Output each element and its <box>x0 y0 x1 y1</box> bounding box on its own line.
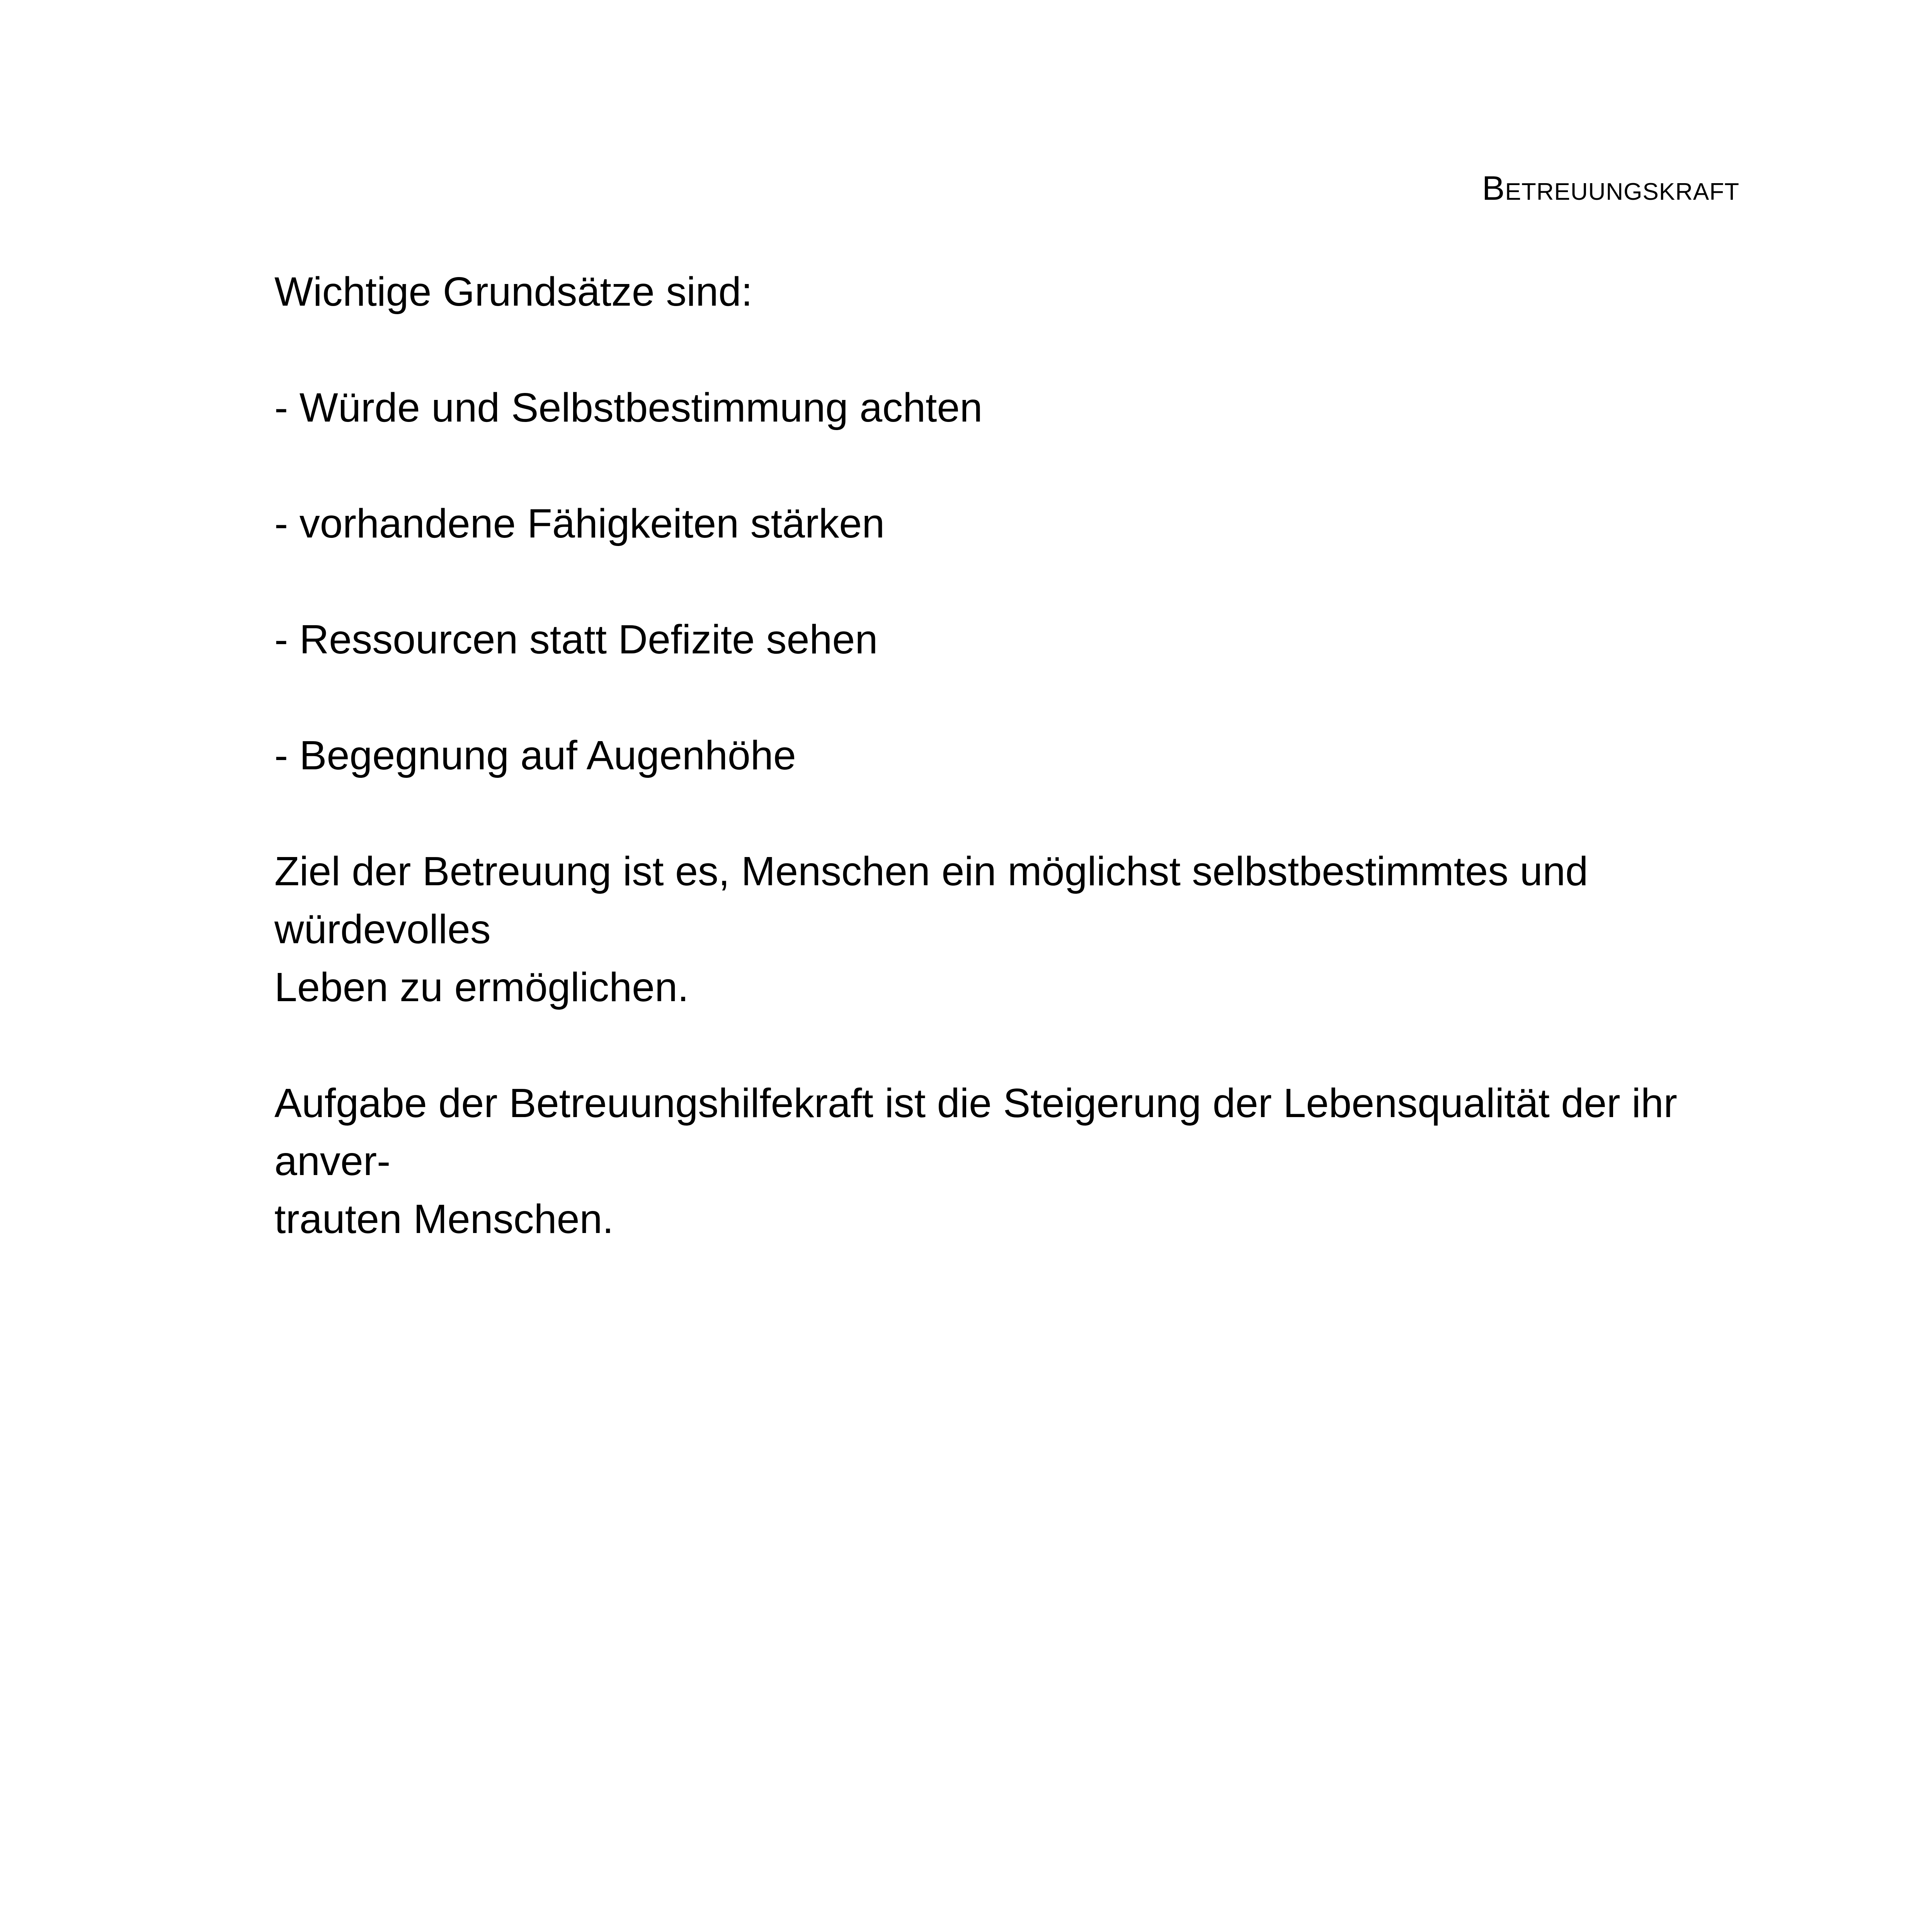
goal-line: Ziel der Betreuung ist es, Menschen ein möglichst selbstbestimmtes und würdevolles <box>274 849 1588 952</box>
intro-paragraph: Wichtige Grundsätze sind: <box>274 269 753 315</box>
principle-item: - Würde und Selbstbestimmung achten <box>274 385 983 430</box>
goal-line: Leben zu ermöglichen. <box>274 964 689 1010</box>
task-paragraph <box>274 1074 1743 1248</box>
principle-item: - vorhandene Fähigkeiten stärken <box>274 501 885 546</box>
principle-item: - Begegnung auf Augenhöhe <box>274 733 796 778</box>
principle-item: - Ressourcen statt Defizite sehen <box>274 617 878 662</box>
body-text <box>274 263 1743 1306</box>
running-header: Betreuungskraft <box>1482 169 1739 207</box>
task-line: Aufgabe der Betreuungshilfekraft ist die Steigerung der Lebensqualität der ihr anver- <box>274 1080 1677 1184</box>
task-line: trauten Menschen. <box>274 1196 614 1242</box>
goal-paragraph <box>274 842 1743 1016</box>
